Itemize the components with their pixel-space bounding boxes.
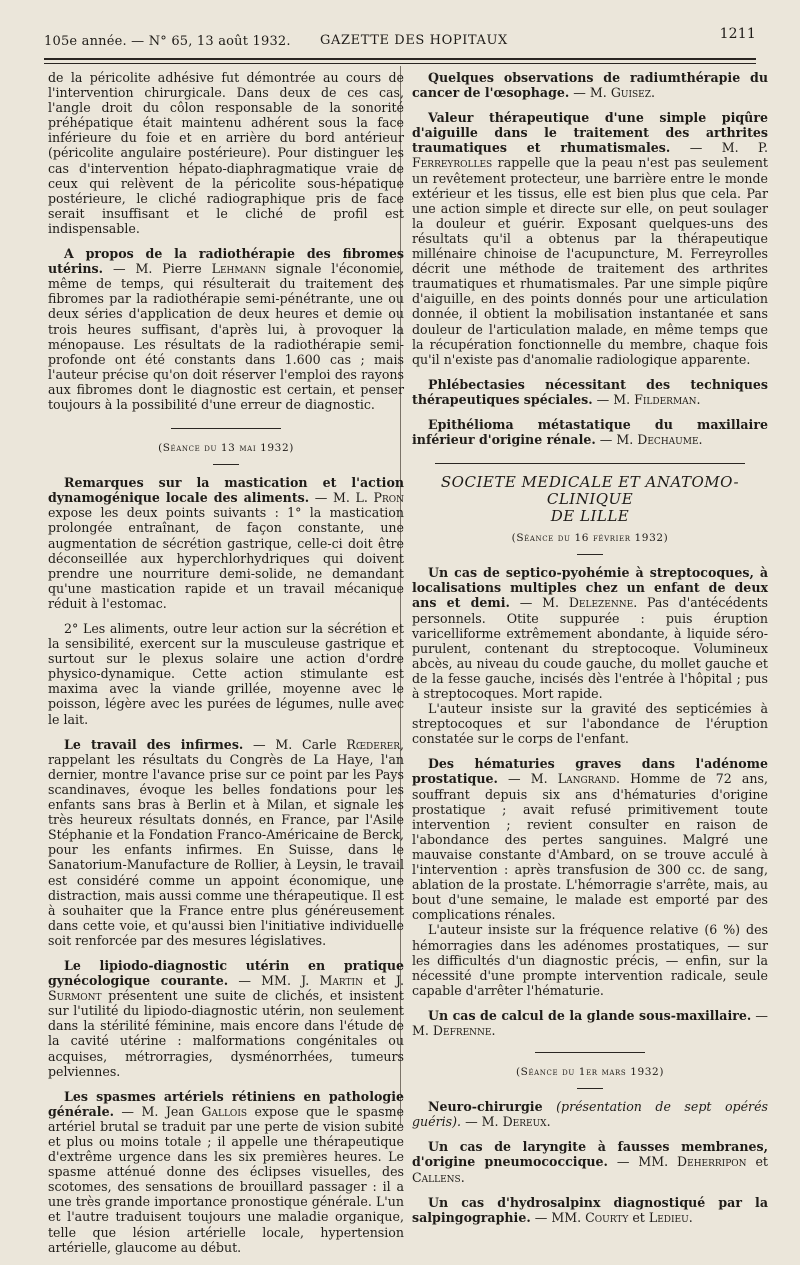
- separator-short: [577, 554, 603, 555]
- article-title: Un cas d'hydrosalpinx diagnostiqué par la salpingographie.: [412, 1194, 768, 1225]
- article-piqure-aiguille: Valeur thérapeutique d'une simple piqûre d'aiguille dans le traitement des arthrites traumatiques et rhumatismales. — M. P. Ferreyrolles rappelle que la peau n'est pas seulement un revêtement protecteur, une barrière entre le monde extérieur et les tissus, elle est bien plus que cela. Par une action simple et directe sur elle, on peut soulager la douleur et guérir. Exposant quelques-uns des résultats qu'il a obtenus par la thérapeutique millénaire chinoise de l'acupuncture, M. Ferreyrolles décrit une méthode de traitement des arthrites traumatiques et rhumatismales. Par une simple piqûre d'aiguille, en des points donnés pour une articulation donnée, il obtient la mobilisation instantanée et sans douleur de l'articulation malade, en même temps que la récupération fonctionnelle du membre, chaque fois qu'il n'existe pas d'anomalie radiologique apparente.: [412, 110, 768, 367]
- article-calcul-glande: Un cas de calcul de la glande sous-maxillaire. — M. Defrenne.: [412, 1007, 768, 1038]
- article-title: A propos de la radiothérapie des fibromes utérins.: [48, 246, 404, 277]
- article-title: Neuro-chirurgie: [428, 1099, 543, 1115]
- paragraph-streptocoques: L'auteur insiste sur la gravité des septicémies à streptocoques et sur l'abondance de l'éruption constatée sur le corps de l'enfant.: [412, 701, 768, 747]
- paragraph-aliments: 2° Les aliments, outre leur action sur la sécrétion et la sensibilité, exercent sur la musculeuse gastrique et surtout sur le plexus solaire une action d'ordre physico-dynamique. Cette action stimulante est maxima avec la viande grillée, moyenne avec le poisson, légère avec les purées de légumes, nulle avec le lait.: [48, 621, 404, 727]
- author-name: Ledieu: [648, 1209, 689, 1225]
- article-title: Un cas de septico-pyohémie à streptocoques, à localisations multiples chez un enfant de deux ans et demi.: [412, 565, 768, 611]
- article-neuro-chirurgie: Neuro-chirurgie (présentation de sept opérés guéris). — M. Dereux.: [412, 1099, 768, 1130]
- paragraph-pericolite: de la péricolite adhésive fut démontrée au cours de l'intervention chirurgicale. Dans deux de ces cas, l'angle droit du côlon responsable de la sonorité préhépatique était maintenu adhérent sous la face inférieure du foie et en arrière du bord antérieur (péricolite angulaire postérieure). Pour distinguer les cas d'intervention hépato-diaphragmatique vraie de ceux qui relèvent de la péricolite sous-hépatique postérieure, le cliché radiographique pris de face serait insuffisant et le cliché de profil est indispensable.: [48, 70, 404, 236]
- paragraph-adenomes: L'auteur insiste sur la fréquence relative (6 %) des hémorragies dans les adénomes prostatiques, — sur les difficultés d'un diagnostic précis, — enfin, sur la nécessité d'une prompte intervention radicale, seule capable d'arrêter l'hématurie.: [412, 922, 768, 998]
- article-travail-infirmes: Le travail des infirmes. — M. Carle Rœderer, rappelant les résultats du Congrès de La Haye, l'an dernier, montre l'avance prise sur ce point par les Pays scandinaves, évoque les belles fondations pour les enfants sans bras à Berlin et à Milan, et signale les très heureux résultats donnés, en France, par l'Asile Stéphanie et la Fondation Franco-Américaine de Berck, pour les enfants infirmes. En Suisse, dans le Sanatorium-Manufacture de Rollier, à Leysin, le travail est considéré comme un appoint économique, une distraction, mais aussi comme une thérapeutique. Il est à souhaiter que la France entre plus généreusement dans cette voie, et qu'aussi bien l'initiative individuelle soit renforcée par des mesures législatives.: [48, 736, 404, 948]
- article-title: Quelques observations de radiumthérapie du cancer de l'œsophage.: [412, 70, 768, 101]
- article-spasmes-arteriels: Les spasmes artériels rétiniens en pathologie générale. — M. Jean Gallois expose que le spasme artériel brutal se traduit par une perte de vision subite et plus ou moins totale ; il appelle une thérapeutique d'extrême urgence dans les six premières heures. Le spasme atténué donne des éclipses visuelles, des scotomes, des sensations de brouillard passager : il a une très grande importance pronostique générale. L'un et l'autre traduisent toujours une maladie organique, telle que lésion artérielle locale, hypertension artérielle, glaucome au début.: [48, 1088, 404, 1255]
- society-subtitle: DE LILLE: [550, 507, 630, 526]
- author-name: Delezenne: [568, 595, 634, 611]
- page-header: [44, 26, 756, 54]
- article-laryngite: Un cas de laryngite à fausses membranes, d'origine pneumococcique. — MM. Deherripon et Callens.: [412, 1139, 768, 1185]
- article-lipiodo-diagnostic: Le lipiodo-diagnostic utérin en pratique gynécologique courante. — MM. J. Martin et J. Surmont présentent une suite de clichés, et insistent sur l'utilité du lipiodo-diagnostic utérin, non seulement dans la stérilité féminine, mais encore dans l'étude de la cavité utérine : malformations congénitales ou acquises, métrorragies, dysménorrhées, tumeurs pelviennes.: [48, 957, 404, 1079]
- journal-title: GAZETTE DES HOPITAUX: [320, 33, 508, 48]
- article-hydrosalpinx: Un cas d'hydrosalpinx diagnostiqué par la salpingographie. — MM. Courty et Ledieu.: [412, 1194, 768, 1225]
- left-column: [48, 70, 404, 1265]
- author-name: Filderman: [634, 391, 697, 407]
- author-name: Defrenne: [432, 1022, 492, 1038]
- article-title: Un cas de calcul de la glande sous-maxillaire.: [428, 1007, 752, 1023]
- article-title: Les spasmes artériels rétiniens en pathologie générale.: [48, 1088, 404, 1119]
- article-title: Valeur thérapeutique d'une simple piqûre d'aiguille dans le traitement des arthrites traumatiques et rhumatismales.: [412, 110, 768, 156]
- separator-rule: [171, 428, 281, 429]
- author-name: Callens: [412, 1169, 461, 1185]
- article-septico-pyohemie: Un cas de septico-pyohémie à streptocoques, à localisations multiples chez un enfant de deux ans et demi. — M. Delezenne. Pas d'antécédents personnels. Otite suppurée : puis éruption varicelliforme extrêmement abondante, à liquide séro-purulent, contenant du streptocoque. Volumineux abcès, au niveau du coude gauche, du mollet gauche et de la fesse gauche, incisés dès l'entrée à l'hôpital ; pus à streptocoques. Mort rapide.: [412, 565, 768, 701]
- article-epithelioma: Epithélioma métastatique du maxillaire inférieur d'origine rénale. — M. Dechaume.: [412, 416, 768, 448]
- author-name: Courty: [585, 1209, 629, 1225]
- article-title: Phlébectasies nécessitant des techniques thérapeutiques spéciales.: [412, 376, 768, 407]
- article-mastication: Remarques sur la mastication et l'action dynamogénique locale des aliments. — M. L. Pron expose les deux points suivants : 1° la mastication prolongée entraînant, de façon constante, une augmentation de sécrétion gastrique, celle-ci doit être déconseillée aux hyperchlorhydriques qui doivent prendre une nourriture demi-solide, ne demandant qu'une mastication rapide et un travail mécanique réduit à l'estomac.: [48, 475, 404, 611]
- session-date: (Séance du 16 février 1932): [511, 532, 669, 545]
- society-title: SOCIETE MEDICALE ET ANATOMO-CLINIQUE: [440, 473, 740, 509]
- article-phlebectasies: Phlébectasies nécessitant des techniques thérapeutiques spéciales. — M. Filderman.: [412, 376, 768, 407]
- author-name: Dereux: [502, 1114, 547, 1130]
- session-date: (Séance du 1er mars 1932): [515, 1066, 665, 1079]
- author-name: Pron: [373, 490, 404, 506]
- right-column: [412, 70, 768, 1235]
- header-rule: [44, 58, 756, 60]
- separator-rule: [535, 1052, 645, 1053]
- article-title: Le lipiodo-diagnostic utérin en pratique gynécologique courante.: [48, 957, 404, 989]
- page-number: 1211: [719, 26, 756, 42]
- author-name: Rœderer: [346, 736, 400, 752]
- separator-short: [213, 464, 239, 465]
- separator-short: [577, 1088, 603, 1089]
- article-title: Remarques sur la mastication et l'action dynamogénique locale des aliments.: [48, 475, 404, 506]
- article-title: Un cas de laryngite à fausses membranes, d'origine pneumococcique.: [412, 1139, 768, 1170]
- author-name: Martin: [319, 973, 363, 989]
- author-name: Deherripon: [677, 1154, 747, 1170]
- author-name: Langrand: [557, 771, 617, 787]
- header-rule-thin: [44, 63, 756, 64]
- author-name: Guisez: [610, 85, 652, 101]
- article-title: Des hématuries graves dans l'adénome prostatique.: [412, 756, 768, 787]
- author-name: Gallois: [201, 1103, 248, 1119]
- author-name: Ferreyrolles: [412, 155, 493, 171]
- issue-info: 105e année. — N° 65, 13 août 1932.: [44, 34, 291, 49]
- article-title: Le travail des infirmes.: [64, 736, 244, 752]
- article-hematuries: Des hématuries graves dans l'adénome prostatique. — M. Langrand. Homme de 72 ans, souffrant depuis six ans d'hématuries d'origine prostatique ; avait refusé primitivement toute intervention ; revient consulter en raison de l'abondance des pertes sanguines. Malgré une mauvaise constante d'Ambard, on se trouve acculé à l'intervention : après transfusion de 300 cc. de sang, ablation de la prostate. L'hémorragie s'arrête, mais, au bout d'une semaine, le malade est emporté par des complications rénales.: [412, 756, 768, 923]
- author-name: Surmont: [48, 988, 102, 1004]
- article-radiumtherapie: Quelques observations de radiumthérapie du cancer de l'œsophage. — M. Guisez.: [412, 70, 768, 101]
- article-title: Epithélioma métastatique du maxillaire inférieur d'origine rénale.: [412, 416, 768, 448]
- author-name: Dechaume: [637, 432, 699, 448]
- section-rule: [435, 463, 745, 464]
- article-radiotherapie-fibromes: A propos de la radiothérapie des fibromes utérins. — M. Pierre Lehmann signale l'économie, même de temps, qui résulterait du traitement des fibromes par la radiothérapie semi-pénétrante, une ou deux séries d'application de deux heures et demie ou trois heures suffisant, d'après lui, à provoquer la ménopause. Les résultats de la radiothérapie semi-profonde ont été constants dans 1.600 cas ; mais l'auteur précise qu'on doit réserver l'emploi des rayons aux fibromes dont le diagnostic est certain, et penser toujours à la possibilité d'une erreur de diagnostic.: [48, 246, 404, 412]
- session-date: (Séance du 13 mai 1932): [158, 442, 294, 455]
- author-name: Lehmann: [211, 261, 266, 277]
